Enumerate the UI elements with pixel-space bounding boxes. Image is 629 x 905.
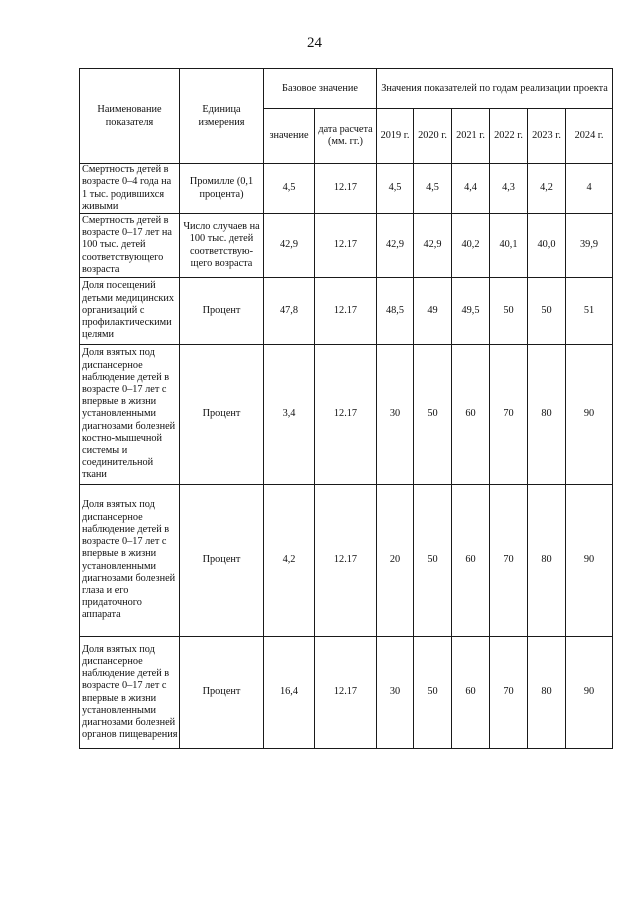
header-name: Наименование показателя: [80, 69, 180, 164]
base-value: 47,8: [264, 278, 315, 345]
base-value: 3,4: [264, 345, 315, 485]
table-row: [80, 278, 613, 345]
base-value: 4,2: [264, 485, 315, 637]
year-value: 20: [377, 485, 414, 637]
year-value: 49: [414, 278, 452, 345]
year-value: 50: [414, 345, 452, 485]
year-value: 90: [566, 345, 613, 485]
year-value: 60: [452, 637, 490, 749]
header-year: 2024 г.: [566, 109, 613, 164]
year-value: 48,5: [377, 278, 414, 345]
header-unit: Единица измерения: [180, 69, 264, 164]
base-value: 42,9: [264, 214, 315, 278]
year-value: 80: [528, 345, 566, 485]
base-date: 12.17: [315, 214, 377, 278]
year-value: 4,2: [528, 164, 566, 214]
indicator-unit: Процент: [180, 637, 264, 749]
indicator-unit: Промилле (0,1 процента): [180, 164, 264, 214]
indicator-name: Смертность детей в возрасте 0–17 лет на 100 тыс. детей соответствующего возраста: [80, 214, 180, 278]
indicators-table: [79, 68, 613, 749]
table-row: [80, 345, 613, 485]
page-number: 24: [307, 35, 322, 51]
year-value: 50: [490, 278, 528, 345]
header-year: 2023 г.: [528, 109, 566, 164]
year-value: 42,9: [414, 214, 452, 278]
indicator-name: Доля взятых под диспансерное наблюдение детей в возрасте 0–17 лет с впервые в жизни установленными диагнозами болезней костно-мышечной системы и соединительной ткани: [80, 345, 180, 485]
indicator-name: Доля посещений детьми медицинских организаций с профилактическими целями: [80, 278, 180, 345]
base-date: 12.17: [315, 485, 377, 637]
year-value: 70: [490, 345, 528, 485]
header-base-value: значение: [264, 109, 315, 164]
header-years-group: Значения показателей по годам реализации проекта: [377, 69, 613, 109]
year-value: 70: [490, 485, 528, 637]
header-year: 2022 г.: [490, 109, 528, 164]
year-value: 4: [566, 164, 613, 214]
year-value: 4,3: [490, 164, 528, 214]
header-year: 2021 г.: [452, 109, 490, 164]
header-year: 2019 г.: [377, 109, 414, 164]
year-value: 51: [566, 278, 613, 345]
year-value: 40,0: [528, 214, 566, 278]
year-value: 90: [566, 485, 613, 637]
year-value: 42,9: [377, 214, 414, 278]
year-value: 4,4: [452, 164, 490, 214]
indicator-name: Доля взятых под диспансерное наблюдение детей в возрасте 0–17 лет с впервые в жизни установленными диагнозами болезней органов пищеварения: [80, 637, 180, 749]
year-value: 80: [528, 637, 566, 749]
year-value: 40,2: [452, 214, 490, 278]
header-base-group: Базовое значение: [264, 69, 377, 109]
base-date: 12.17: [315, 278, 377, 345]
table-row: [80, 164, 613, 214]
year-value: 30: [377, 345, 414, 485]
year-value: 50: [414, 637, 452, 749]
year-value: 49,5: [452, 278, 490, 345]
base-value: 4,5: [264, 164, 315, 214]
year-value: 30: [377, 637, 414, 749]
indicator-unit: Процент: [180, 485, 264, 637]
base-value: 16,4: [264, 637, 315, 749]
table-row: [80, 214, 613, 278]
year-value: 4,5: [377, 164, 414, 214]
year-value: 70: [490, 637, 528, 749]
header-base-date: дата расчета (мм. гг.): [315, 109, 377, 164]
table-body: [80, 69, 613, 749]
year-value: 50: [414, 485, 452, 637]
table-row: [80, 485, 613, 637]
year-value: 90: [566, 637, 613, 749]
year-value: 40,1: [490, 214, 528, 278]
year-value: 60: [452, 485, 490, 637]
base-date: 12.17: [315, 345, 377, 485]
indicator-name: Доля взятых под диспансерное наблюдение детей в возрасте 0–17 лет с впервые в жизни установленными диагнозами болезней глаза и его придаточного аппарата: [80, 485, 180, 637]
indicator-unit: Процент: [180, 278, 264, 345]
indicator-name: Смертность детей в возрасте 0–4 года на 1 тыс. родившихся живыми: [80, 164, 180, 214]
year-value: 60: [452, 345, 490, 485]
base-date: 12.17: [315, 637, 377, 749]
table-row: [80, 637, 613, 749]
year-value: 39,9: [566, 214, 613, 278]
year-value: 4,5: [414, 164, 452, 214]
year-value: 80: [528, 485, 566, 637]
year-value: 50: [528, 278, 566, 345]
header-year: 2020 г.: [414, 109, 452, 164]
base-date: 12.17: [315, 164, 377, 214]
indicator-unit: Процент: [180, 345, 264, 485]
indicator-unit: Число случаев на 100 тыс. детей соответствую-щего возраста: [180, 214, 264, 278]
header-row-top: [80, 69, 613, 109]
